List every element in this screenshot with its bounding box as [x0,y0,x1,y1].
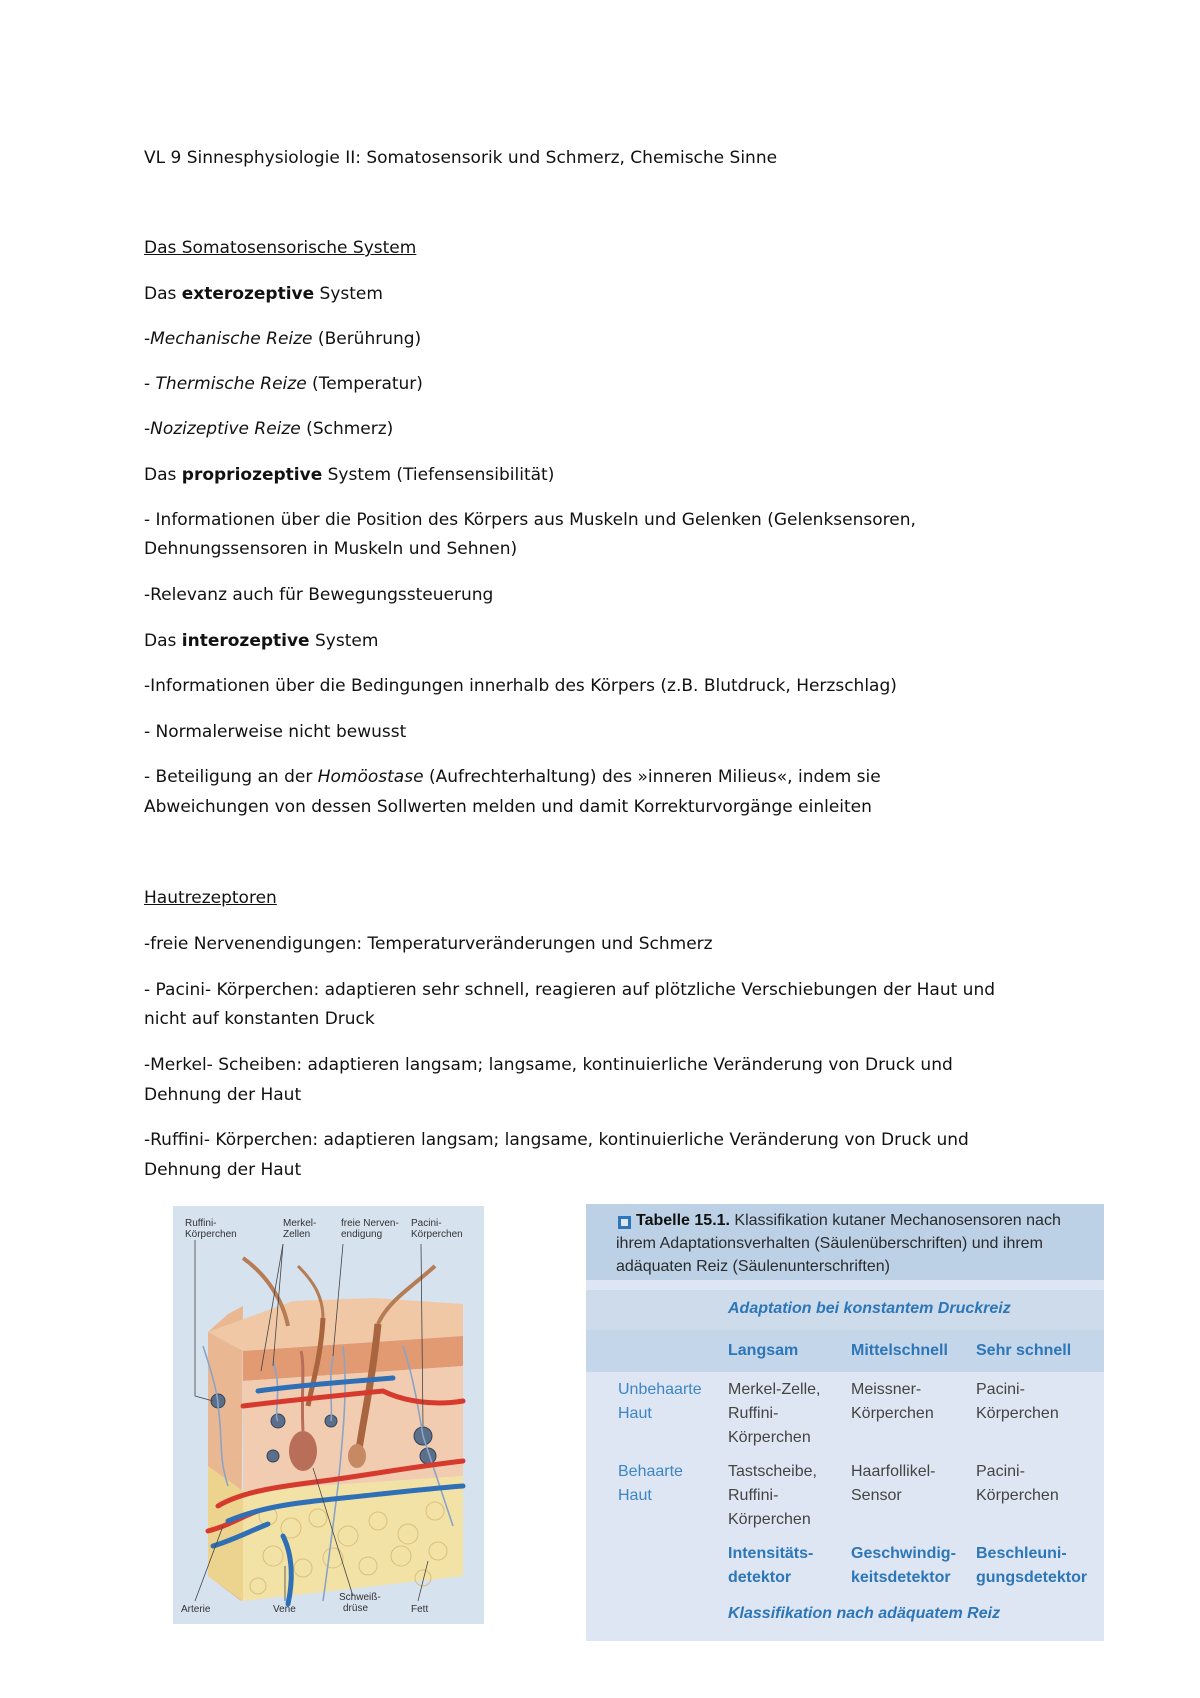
label-fett: Fett [411,1604,429,1615]
mechanische-reize-item [144,324,421,354]
label-merkel-2: Zellen [283,1229,311,1240]
skin-receptor-illustration [173,1206,484,1624]
table-caption-box [586,1204,1104,1280]
table-cell: Ruffini- [728,1487,779,1504]
interozeptive-heading [144,626,378,656]
label-merkel: Merkel- [283,1218,317,1229]
caption-description: Klassifikation kutaner Mechanosensoren nach ihrem Adaptationsverhalten (Säulenüberschriften) und ihrem adäquaten Reiz (Säulenunterschriften) [616,1212,1061,1275]
table-cell: Haarfollikel- [851,1463,936,1480]
table-cell: Pacini- [976,1463,1025,1480]
label-schweissdruese: Schweiß- [339,1592,381,1603]
propriozeptive-info-line1: - Informationen über die Position des Körpers aus Muskeln und Gelenken (Gelenksensoren, [144,510,916,530]
table-cell: Ruffini- [728,1405,779,1422]
text-segment: Das [144,465,182,485]
text-segment: (Berührung) [312,329,422,349]
table-cell: Körperchen [976,1487,1059,1504]
table-caption [616,1209,1086,1278]
label-vene: Vene [273,1604,296,1615]
table-cell: Körperchen [728,1511,811,1528]
freie-nervenendigungen-item: -freie Nervenendigungen: Temperaturveränderungen und Schmerz [144,934,713,954]
label-freie-nervenendigung-2: endigung [341,1229,383,1240]
text-segment: System (Tiefensensibilität) [322,465,555,485]
text-segment: System [314,284,383,304]
ruffini-line1: -Ruffini- Körperchen: adaptieren langsam; langsame, kontinuierliche Veränderung von Druck und [144,1130,969,1150]
bold-term: exterozeptive [181,284,315,304]
italic-term: Nozizeptive Reize [150,419,301,439]
pacini-line1: - Pacini- Körperchen: adaptieren sehr schnell, reagieren auf plötzliche Verschiebungen der Haut und [144,980,996,1000]
row-label: Haut [618,1487,652,1504]
text-segment: - [144,374,156,394]
table-cell: Pacini- [976,1381,1025,1398]
ruffini-line2: Dehnung der Haut [144,1160,302,1180]
label-ruffini-2: Körperchen [185,1229,237,1240]
table-cell: Körperchen [851,1405,934,1422]
label-ruffini: Ruffini- [185,1218,217,1229]
column-footer-geschwindigkeit: Geschwindig- [851,1545,956,1562]
label-pacini: Pacini- [411,1218,442,1229]
table-cell: Körperchen [728,1429,811,1446]
section-heading-hautrezeptoren: Hautrezeptoren [144,888,277,908]
skin-diagram-svg [173,1206,484,1624]
propriozeptive-info-line2: Dehnungssensoren in Muskeln und Sehnen) [144,539,518,559]
column-footer-intensitaet-2: detektor [728,1569,792,1586]
bottom-classification-label: Klassifikation nach adäquatem Reiz [728,1605,1001,1622]
text-segment: Das [144,631,182,651]
homoeostase-line1 [144,762,881,792]
italic-term: Homöostase [317,767,424,787]
interozeptive-info: -Informationen über die Bedingungen innerhalb des Körpers (z.B. Blutdruck, Herzschlag) [144,676,897,696]
thermische-reize-item [144,369,423,399]
super-header: Adaptation bei konstantem Druckreiz [728,1300,1011,1317]
table-cell: Körperchen [976,1405,1059,1422]
bold-term: propriozeptive [181,465,323,485]
text-segment: System [309,631,379,651]
propriozeptive-heading [144,460,554,490]
table-cell: Tastscheibe, [728,1463,817,1480]
merkel-line2: Dehnung der Haut [144,1085,302,1105]
merkel-line1: -Merkel- Scheiben: adaptieren langsam; langsame, kontinuierliche Veränderung von Druck und [144,1055,953,1075]
text-segment: - [144,419,151,439]
column-header-mittelschnell: Mittelschnell [851,1342,948,1359]
column-footer-geschwindigkeit-2: keitsdetektor [851,1569,951,1586]
dermis-layer [243,1366,463,1491]
table-cell: Meissner- [851,1381,922,1398]
label-pacini-2: Körperchen [411,1229,463,1240]
row-label: Behaarte [618,1463,683,1480]
pacini-line2: nicht auf konstanten Druck [144,1009,375,1029]
exterozeptive-heading [144,279,383,309]
text-segment: (Aufrechterhaltung) des »inneren Milieus«, indem sie [423,767,881,787]
text-segment: (Temperatur) [306,374,423,394]
mechanosensor-classification-table [586,1204,1104,1641]
row-label: Unbehaarte [618,1381,702,1398]
label-arterie: Arterie [181,1604,211,1615]
caption-title: Tabelle 15.1. [636,1212,730,1229]
column-header-langsam: Langsam [728,1342,799,1359]
table-cell: Sensor [851,1487,902,1504]
text-segment: (Schmerz) [300,419,394,439]
table-cell: Merkel-Zelle, [728,1381,821,1398]
column-header-sehr-schnell: Sehr schnell [976,1342,1072,1359]
column-footer-beschleunigung-2: gungsdetektor [976,1569,1088,1586]
text-segment: - [144,329,151,349]
sweat-duct [301,1351,303,1431]
italic-term: Thermische Reize [155,374,307,394]
label-freie-nervenendigung: freie Nerven- [341,1218,399,1229]
column-footer-beschleunigung: Beschleuni- [976,1545,1067,1562]
homoeostase-line2: Abweichungen von dessen Sollwerten melden und damit Korrekturvorgänge einleiten [144,797,872,817]
document-title: VL 9 Sinnesphysiologie II: Somatosensorik und Schmerz, Chemische Sinne [144,148,778,168]
text-segment: - Beteiligung an der [144,767,318,787]
text-segment: Das [144,284,182,304]
label-schweissdruese-2: drüse [343,1603,369,1614]
nozizeptive-reize-item [144,414,393,444]
hair-bulb [348,1444,366,1468]
italic-term: Mechanische Reize [150,329,313,349]
row-label: Haut [618,1405,652,1422]
column-footer-intensitaet: Intensitäts- [728,1545,814,1562]
normalerweise-item: - Normalerweise nicht bewusst [144,722,407,742]
section-heading-somatosensorik: Das Somatosensorische System [144,238,417,258]
relevanz-item: -Relevanz auch für Bewegungssteuerung [144,585,494,605]
bold-term: interozeptive [181,631,310,651]
sweat-gland [289,1431,317,1471]
